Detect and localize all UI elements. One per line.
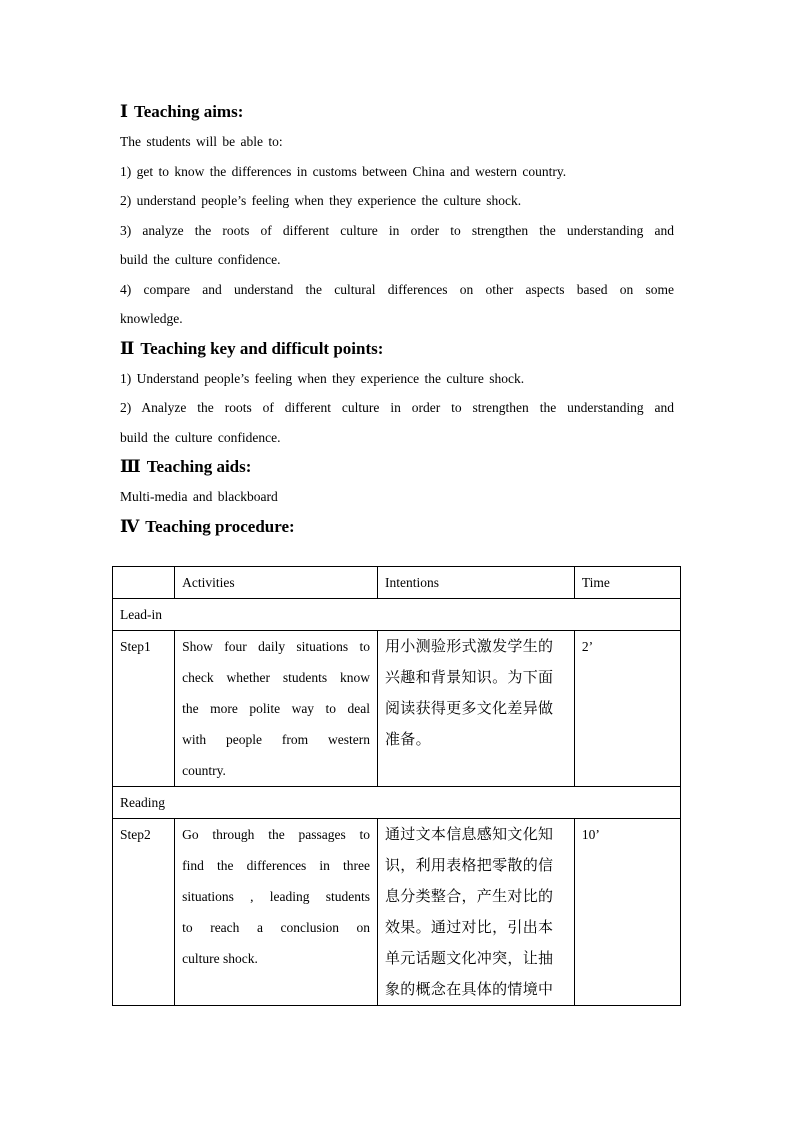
intention-cell [378, 631, 575, 787]
section-title: Teaching aids: [146, 457, 252, 476]
intention-line: 息分类整合，产生对比的 [385, 887, 554, 905]
text-line: build the culture confidence. [120, 429, 281, 445]
activity-cell [175, 819, 378, 1006]
lesson-plan [120, 96, 674, 542]
intention-line: 单元话题文化冲突，让抽 [385, 949, 554, 967]
text-line: The students will be able to: [120, 134, 283, 149]
step-cell: Step2 [113, 819, 175, 1006]
text-line: knowledge. [120, 311, 183, 326]
text-line: 4) compare and understand the cultural differences on other aspects based on some [120, 281, 674, 297]
time-cell: 10’ [574, 819, 680, 1006]
table-header-row [113, 567, 681, 599]
intention-line: 象的概念在具体的情境中 [385, 980, 554, 998]
text-line: 1) Understand people’s feeling when they experience the culture shock. [120, 370, 525, 386]
activity-line: with people from western [182, 732, 370, 747]
intention-line: 识，利用表格把零散的信 [385, 856, 554, 874]
intention-line: 效果。通过对比，引出本 [385, 918, 554, 936]
text-line: 2) understand people’s feeling when they experience the culture shock. [120, 193, 522, 208]
activity-line: country. [182, 763, 226, 778]
text-line: build the culture confidence. [120, 252, 281, 267]
section-heading-procedure [120, 512, 674, 542]
procedure-table [112, 566, 681, 1006]
section-title: Teaching aims: [133, 102, 244, 121]
section-title: Teaching procedure: [145, 516, 295, 536]
activity-line: to reach a conclusion on [182, 920, 370, 935]
table-section-row [113, 599, 681, 631]
activity-line: Show four daily situations to [182, 639, 370, 654]
table-section-row [113, 787, 681, 819]
section-numeral: Ⅰ [120, 102, 128, 121]
intention-line: 准备。 [385, 730, 431, 748]
section-heading-key-points [120, 334, 674, 364]
text-line: 1) get to know the differences in customs between China and western country. [120, 163, 567, 179]
text-line: Multi-media and blackboard [120, 489, 278, 504]
activity-line: check whether students know [182, 670, 370, 685]
header-cell-activities: Activities [175, 567, 378, 599]
section-heading-aids [120, 452, 674, 482]
section-numeral: Ⅱ [120, 338, 135, 358]
intention-cell [378, 819, 575, 1006]
section-name-cell: Reading [113, 787, 681, 819]
section-name-cell: Lead-in [113, 599, 681, 631]
activity-line: situations , leading students [182, 889, 370, 904]
step-cell: Step1 [113, 631, 175, 787]
time-cell: 2’ [574, 631, 680, 787]
activity-line: Go through the passages to [182, 827, 370, 842]
text-line: 2) Analyze the roots of different culture in order to strengthen the understanding and [120, 400, 674, 415]
header-cell-time: Time [574, 567, 680, 599]
section-heading-aims [120, 97, 674, 127]
intention-line: 阅读获得更多文化差异做 [385, 699, 554, 717]
table-row [113, 631, 681, 787]
intention-line: 通过文本信息感知文化知 [385, 825, 554, 843]
activity-cell [175, 631, 378, 787]
table-row [113, 819, 681, 1006]
section-numeral: Ⅲ [120, 457, 141, 476]
text-line: 3) analyze the roots of different culture in order to strengthen the understanding and [120, 222, 674, 238]
activity-line: find the differences in three [182, 858, 370, 873]
header-cell-blank [113, 567, 175, 599]
section-title: Teaching key and difficult points: [140, 338, 384, 358]
section-numeral: Ⅳ [120, 516, 140, 536]
activity-line: the more polite way to deal [182, 701, 370, 716]
intention-line: 用小测验形式激发学生的 [385, 637, 554, 655]
intention-line: 兴趣和背景知识。为下面 [385, 668, 554, 686]
activity-line: culture shock. [182, 951, 258, 966]
header-cell-intentions: Intentions [378, 567, 575, 599]
